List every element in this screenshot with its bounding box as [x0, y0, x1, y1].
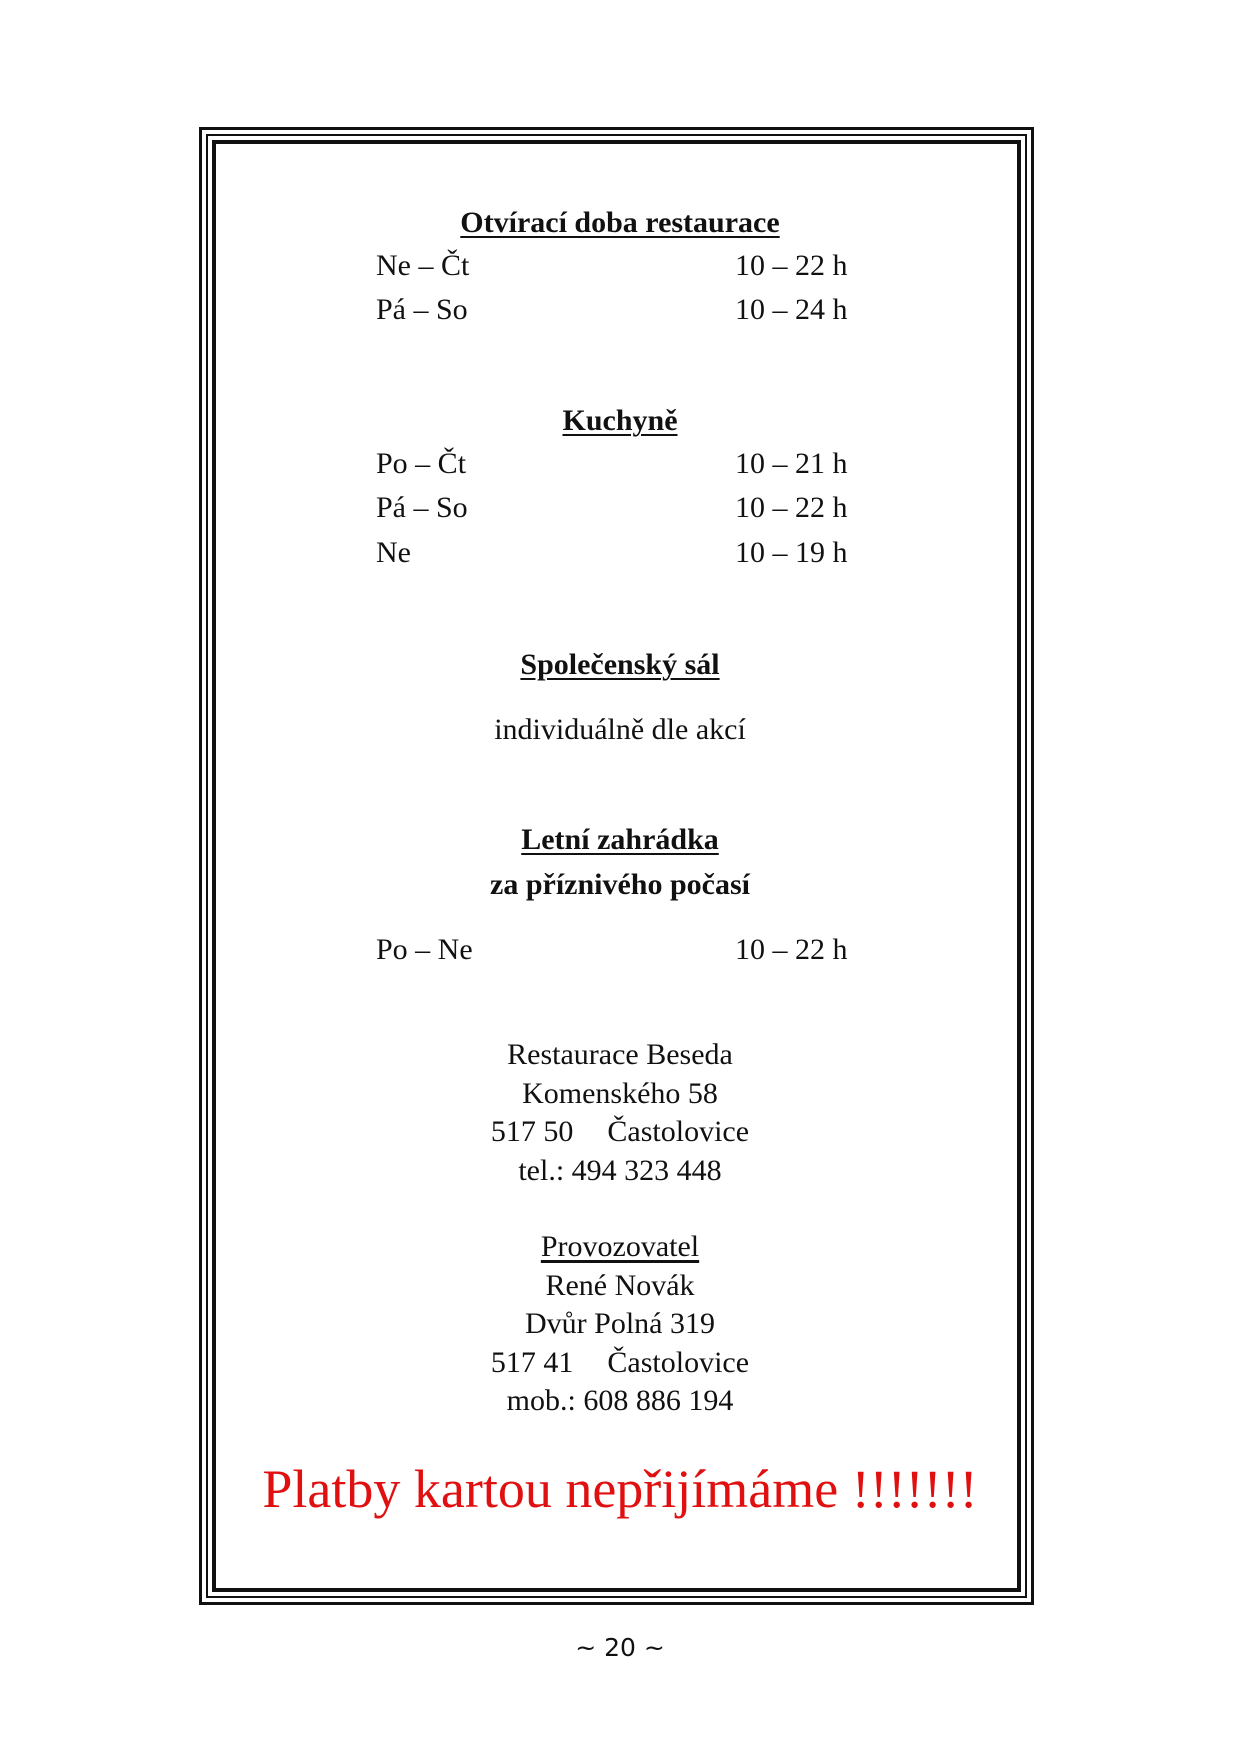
opening-hours: 10 – 22 h — [735, 491, 848, 524]
restaurant-address — [0, 1036, 1240, 1190]
postcode: 517 50 — [490, 1115, 574, 1148]
kitchen-title: Kuchyně — [562, 404, 678, 437]
garden-title: Letní zahrádka — [521, 823, 719, 856]
restaurant-hours-title: Otvírací doba restaurace — [460, 206, 780, 239]
opening-hours: 10 – 22 h — [735, 933, 848, 966]
operator-name: René Novák — [545, 1268, 695, 1302]
kitchen-hours-row — [0, 444, 1240, 484]
restaurant-phone: tel.: 494 323 448 — [518, 1153, 722, 1187]
garden-subtitle: za příznivého počasí — [490, 868, 750, 901]
day-range: Po – Ne — [376, 933, 473, 966]
operator-address — [0, 1228, 1240, 1421]
operator-phone: mob.: 608 886 194 — [506, 1384, 734, 1417]
opening-hours: 10 – 24 h — [735, 293, 848, 326]
day-range: Po – Čt — [376, 447, 467, 480]
card-payment-notice: Platby kartou nepřijímáme !!!!!!! — [262, 1459, 978, 1519]
hall-note: individuálně dle akcí — [494, 713, 746, 746]
restaurant-street: Komenského 58 — [522, 1076, 718, 1110]
page-number: ~ 20 ~ — [575, 1633, 665, 1662]
day-range: Pá – So — [376, 293, 468, 326]
city: Častolovice — [607, 1345, 750, 1379]
kitchen-hours-row — [0, 533, 1240, 573]
garden-hours-row — [0, 930, 1240, 970]
day-range: Pá – So — [376, 491, 468, 524]
operator-label: Provozovatel — [540, 1230, 700, 1263]
opening-hours: 10 – 19 h — [735, 536, 848, 569]
restaurant-hours-row — [0, 290, 1240, 330]
city: Častolovice — [607, 1115, 750, 1148]
restaurant-hours-row — [0, 246, 1240, 286]
day-range: Ne — [376, 536, 411, 569]
operator-city-line — [0, 1344, 1240, 1383]
opening-hours: 10 – 21 h — [735, 447, 848, 480]
day-range: Ne – Čt — [376, 249, 470, 282]
restaurant-name: Restaurace Beseda — [507, 1038, 733, 1071]
kitchen-hours-row — [0, 488, 1240, 528]
hall-title: Společenský sál — [520, 648, 720, 681]
postcode: 517 41 — [490, 1345, 574, 1379]
restaurant-city-line — [0, 1113, 1240, 1152]
operator-street: Dvůr Polná 319 — [525, 1307, 715, 1340]
opening-hours: 10 – 22 h — [735, 249, 848, 282]
